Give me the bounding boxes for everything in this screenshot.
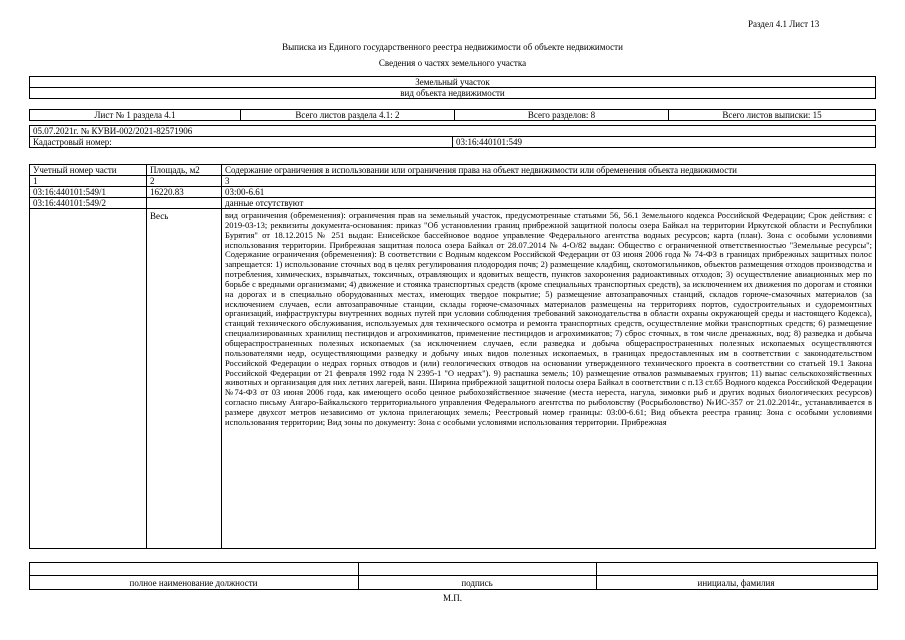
index-col-2: 2 <box>147 176 222 187</box>
table-index-row <box>30 176 876 187</box>
restriction-content-cell <box>222 209 876 549</box>
header-area: Площадь, м2 <box>147 165 222 176</box>
table-row <box>30 187 876 198</box>
cadastral-number-value: 03:16:440101:549 <box>453 137 876 148</box>
object-type: Земельный участок <box>30 77 876 88</box>
total-extract-sheets: Всего листов выписки: 15 <box>669 110 876 121</box>
total-sections: Всего разделов: 8 <box>455 110 669 121</box>
section-sheet-label: Раздел 4.1 Лист 13 <box>748 19 820 29</box>
object-type-caption: вид объекта недвижимости <box>30 88 876 99</box>
name-label: инициалы, фамилия <box>697 578 775 588</box>
table-header-row <box>30 165 876 176</box>
content-cell: 03:00-6.61 <box>222 187 876 198</box>
header-part-number: Учетный номер части <box>30 165 147 176</box>
area-cell: Весь <box>147 209 222 549</box>
sheet-number: Лист № 1 раздела 4.1 <box>30 110 241 121</box>
document-title: Выписка из Единого государственного реестра недвижимости об объекте недвижимости <box>282 42 623 52</box>
area-cell <box>147 198 222 209</box>
part-number-cell: 03:16:440101:549/2 <box>30 198 147 209</box>
table-row <box>30 209 876 549</box>
land-parts-table <box>29 164 876 549</box>
content-cell: данные отсутствуют <box>222 198 876 209</box>
extract-info-table <box>29 125 876 148</box>
part-number-cell: 03:16:440101:549/1 <box>30 187 147 198</box>
area-cell: 16220.83 <box>147 187 222 198</box>
index-col-1: 1 <box>30 176 147 187</box>
stamp-label: М.П. <box>442 593 462 603</box>
position-label: полное наименование должности <box>129 578 258 588</box>
signature-label: подпись <box>461 578 493 588</box>
cadastral-number-label: Кадастровый номер: <box>30 137 453 148</box>
object-type-table <box>29 76 876 99</box>
header-restriction-content: Содержание ограничения в использовании или ограничения права на объект недвижимости или обременения объекта недвижимости <box>222 165 876 176</box>
restriction-description: вид ограничения (обременения): ограничения прав на земельный участок, предусмотренные статьями 56, 56.1 Земельного кодекса Российской Федерации; Срок действия: с 2019-03-13; реквизиты документа-основания: приказ "Об установлении границ прибрежной защитной полосы озера Байкал на территории Иркутской области и Республики Бурятия" от 18.12.2015 № 251 выдан: Енисейское бассейновое водное управление Федерального агентства водных ресурсов; карта (план). Зона с особыми условиями использования территории. Прибрежная защитная полоса озера Байкал от 28.07.2014 № 4-О/82 выдан: Общество с ограниченной ответственностью "Земельные ресурсы"; Содержание ограничения (обременения): В соответствии с Водным кодексом Российской Федерации от 03 июня 2006 года № 74-ФЗ в границах прибрежных защитных полос запрещается: 1) использование сточных вод в целях регулирования плодородия почв; 2) размещение кладбищ, скотомогильников, объектов размещения отходов производства и потребления, химических, взрывчатых, токсичных, отравляющих и ядовитых веществ, пунктов захоронения радиоактивных отходов; 3) осуществление авиационных мер по борьбе с вредными организмами; 4) движение и стоянка транспортных средств (кроме специальных транспортных средств), за исключением их движения по дорогам и стоянки на дорогах и в специально оборудованных местах, имеющих твердое покрытие; 5) размещение автозаправочных станций, складов горюче-смазочных материалов (за исключением случаев, если автозаправочные станции, склады горюче-смазочных материалов размещены на территориях портов, судостроительных и судоремонтных организаций, инфраструктуры внутренних водных путей при условии соблюдения требований законодательства в области охраны окружающей среды и настоящего Кодекса), станций технического обслуживания, используемых для технического осмотра и ремонта транспортных средств, осуществление мойки транспортных средств; 6) размещение специализированных хранилищ пестицидов и агрохимикатов, применение пестицидов и агрохимикатов; 7) сброс сточных, в том числе дренажных, вод; 8) разведка и добыча общераспространенных полезных ископаемых (за исключением случаев, если разведка и добыча общераспространенных полезных ископаемых осуществляются пользователями недр, осуществляющими разведку и добычу иных видов полезных ископаемых, в границах предоставленных им в соответствии с законодательством Российской Федерации о недрах горных отводов и (или) геологических отводов на основании утвержденного технического проекта в соответствии со статьей 19.1 Закона Российской Федерации от 21 февраля 1992 года N 2395-1 "О недрах"). 9) распашка земель; 10) размещение отвалов размываемых грунтов; 11) выпас сельскохозяйственных животных и организация для них летних лагерей, ванн. Ширина прибрежной защитной полосы озера Байкал в соответствии с п.13 ст.65 Водного кодекса Российской Федерации №74-ФЗ от 03 июня 2006 года, как имеющего особо ценное рыбохозяйственное значение (места нереста, нагула, зимовки рыб и других водных биологических ресурсов) согласно письму Ангаро-Байкальского территориального управления Федерального агентства по рыболовству (Росрыболовство) №ИС-357 от 21.02.2014г., устанавливается в размере двухсот метров независимо от уклона прилегающих земель; Реестровый номер границы: 03:00-6.61; Вид объекта реестра границ: Зона с особыми условиями использования территории; Вид зоны по документу: Зона с особыми условиями использования территории. Прибрежная <box>225 211 872 427</box>
table-row <box>30 198 876 209</box>
extract-date-number: 05.07.2021г. № КУВИ-002/2021-82571906 <box>30 126 876 137</box>
total-section-sheets: Всего листов раздела 4.1: 2 <box>241 110 455 121</box>
signature-divider <box>29 575 878 576</box>
document-subtitle: Сведения о частях земельного участка <box>378 58 527 68</box>
part-number-cell <box>30 209 147 549</box>
sheets-info-table <box>29 109 876 121</box>
index-col-3: 3 <box>222 176 876 187</box>
